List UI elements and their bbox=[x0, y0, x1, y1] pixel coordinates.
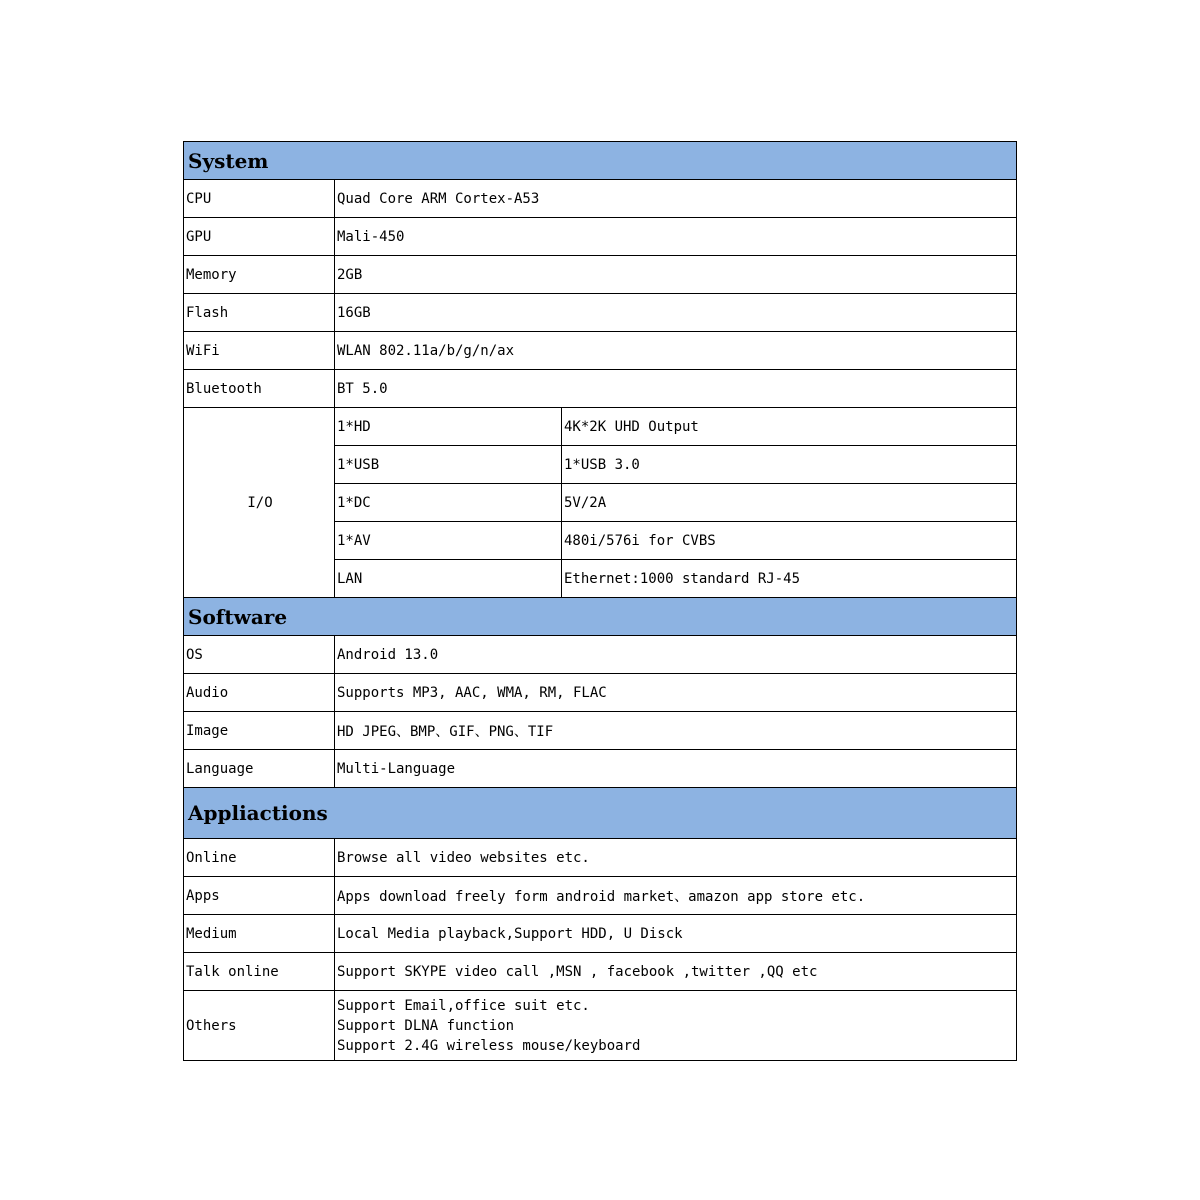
io-desc: 5V/2A bbox=[562, 484, 1017, 522]
spec-label: Others bbox=[184, 991, 335, 1061]
spec-value: Local Media playback,Support HDD, U Disck bbox=[335, 915, 1017, 953]
io-port: LAN bbox=[335, 560, 562, 598]
io-desc: Ethernet:1000 standard RJ-45 bbox=[562, 560, 1017, 598]
spec-value: 16GB bbox=[335, 294, 1017, 332]
spec-table bbox=[183, 141, 1017, 1061]
spec-label: OS bbox=[184, 636, 335, 674]
spec-label: Language bbox=[184, 750, 335, 788]
spec-label: Flash bbox=[184, 294, 335, 332]
io-port: 1*USB bbox=[335, 446, 562, 484]
spec-label: Medium bbox=[184, 915, 335, 953]
spec-label: CPU bbox=[184, 180, 335, 218]
io-port: 1*AV bbox=[335, 522, 562, 560]
io-desc: 1*USB 3.0 bbox=[562, 446, 1017, 484]
spec-value: Quad Core ARM Cortex-A53 bbox=[335, 180, 1017, 218]
io-desc: 4K*2K UHD Output bbox=[562, 408, 1017, 446]
spec-value-line: Support DLNA function bbox=[337, 1017, 515, 1034]
spec-label: Bluetooth bbox=[184, 370, 335, 408]
spec-value: Mali-450 bbox=[335, 218, 1017, 256]
spec-value: Android 13.0 bbox=[335, 636, 1017, 674]
spec-value: WLAN 802.11a/b/g/n/ax bbox=[335, 332, 1017, 370]
io-port: 1*DC bbox=[335, 484, 562, 522]
spec-value: Browse all video websites etc. bbox=[335, 839, 1017, 877]
section-header-system: System bbox=[184, 142, 1017, 180]
section-header-applications: Appliactions bbox=[184, 788, 1017, 839]
spec-value-line: Support Email,office suit etc. bbox=[337, 997, 590, 1014]
spec-label: Image bbox=[184, 712, 335, 750]
spec-label: GPU bbox=[184, 218, 335, 256]
spec-value: BT 5.0 bbox=[335, 370, 1017, 408]
section-header-software: Software bbox=[184, 598, 1017, 636]
spec-label: Memory bbox=[184, 256, 335, 294]
spec-value: Support SKYPE video call ,MSN , facebook ,twitter ,QQ etc bbox=[335, 953, 1017, 991]
spec-value: Apps download freely form android market、amazon app store etc. bbox=[335, 877, 1017, 915]
spec-value: Supports MP3, AAC, WMA, RM, FLAC bbox=[335, 674, 1017, 712]
io-port: 1*HD bbox=[335, 408, 562, 446]
spec-label: Online bbox=[184, 839, 335, 877]
spec-label: Audio bbox=[184, 674, 335, 712]
io-label: I/O bbox=[184, 408, 335, 598]
spec-label: Talk online bbox=[184, 953, 335, 991]
spec-value: Multi-Language bbox=[335, 750, 1017, 788]
spec-value-multiline bbox=[335, 991, 1017, 1061]
io-desc: 480i/576i for CVBS bbox=[562, 522, 1017, 560]
spec-value: 2GB bbox=[335, 256, 1017, 294]
spec-value-line: Support 2.4G wireless mouse/keyboard bbox=[337, 1037, 641, 1054]
spec-value: HD JPEG、BMP、GIF、PNG、TIF bbox=[335, 712, 1017, 750]
spec-label: WiFi bbox=[184, 332, 335, 370]
spec-label: Apps bbox=[184, 877, 335, 915]
